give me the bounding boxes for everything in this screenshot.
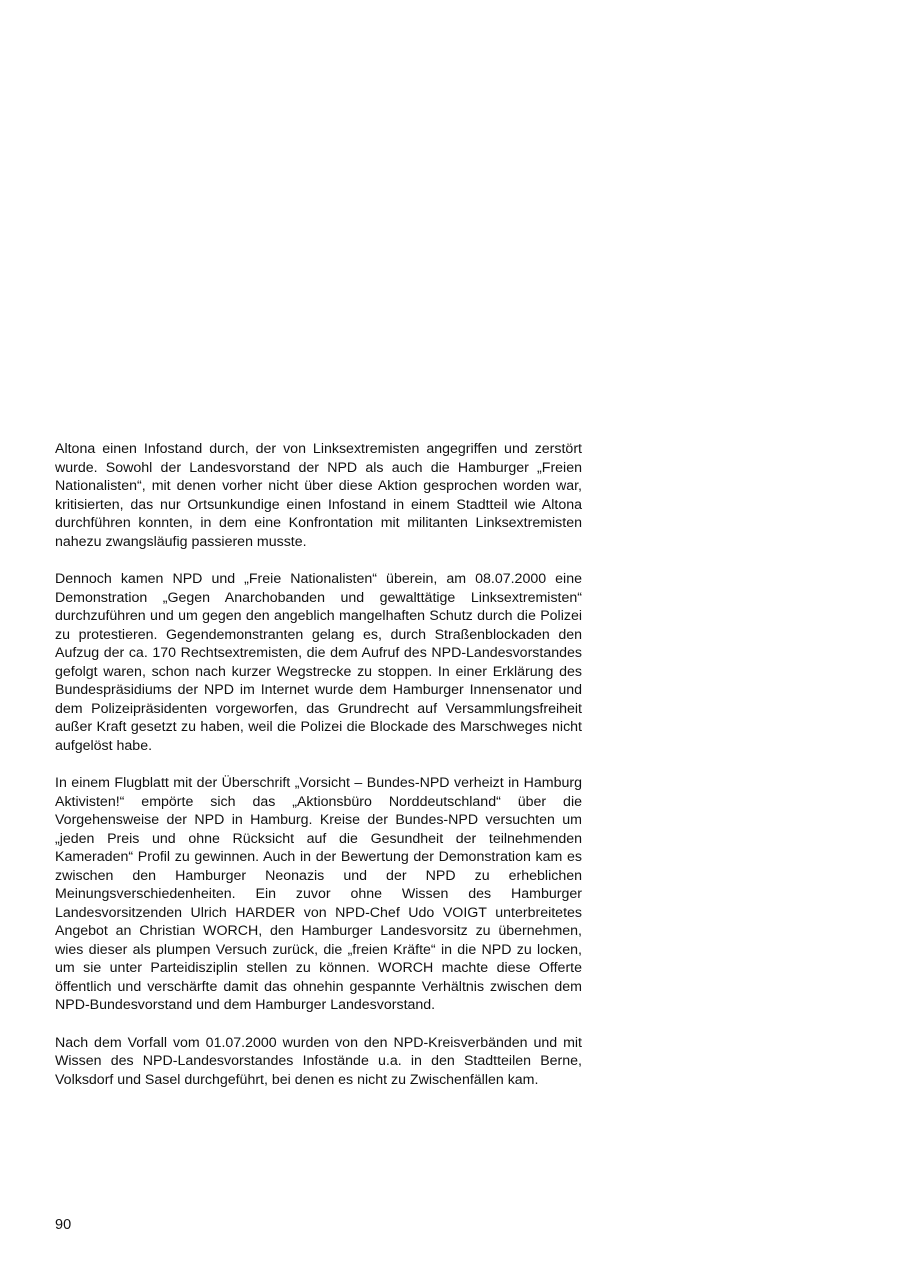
paragraph-altona-infostand: Altona einen Infostand durch, der von Linksextremisten angegriffen und zerstört wurde. Sowohl der Landesvorstand der NPD als auch die Hamburger „Freien Nationalisten“, mit denen vorher nicht über diese Aktion gesprochen worden war, kritisierten, das nur Ortsunkundige einen Infostand in einem Stadtteil wie Altona durchführen konnten, in dem eine Konfrontation mit militanten Linksextremisten nahezu zwangsläufig passieren musste. — [55, 441, 582, 550]
paragraph-demonstration: Dennoch kamen NPD und „Freie Nationalisten“ überein, am 08.07.2000 eine Demonstration „Gegen Anarchobanden und gewalttätige Linksextremisten“ durchzuführen und um gegen den angeblich mangelhaften Schutz durch die Polizei zu protestieren. Gegendemonstranten gelang es, durch Straßenblockaden den Aufzug der ca. 170 Rechtsextremisten, die dem Aufruf des NPD-Landesvorstandes gefolgt waren, schon nach kurzer Wegstrecke zu stoppen. In einer Erklärung des Bundespräsidiums der NPD im Internet wurde dem Hamburger Innensenator und dem Polizeipräsidenten vorgeworfen, das Grundrecht auf Versammlungsfreiheit außer Kraft gesetzt zu haben, weil die Polizei die Blockade des Marschweges nicht aufgelöst habe. — [55, 571, 582, 754]
paragraph-flugblatt: In einem Flugblatt mit der Überschrift „Vorsicht – Bundes-NPD verheizt in Hamburg Aktivisten!“ empörte sich das „Aktionsbüro Norddeutschland“ über die Vorgehensweise der NPD in Hamburg. Kreise der Bundes-NPD versuchten um „jeden Preis und ohne Rücksicht auf die Gesundheit der teilnehmenden Kameraden“ Profil zu gewinnen. Auch in der Bewertung der Demonstration kam es zwischen den Hamburger Neonazis und der NPD zu erheblichen Meinungsverschiedenheiten. Ein zuvor ohne Wissen des Hamburger Landesvorsitzenden Ulrich HARDER von NPD-Chef Udo VOIGT unterbreitetes Angebot an Christian WORCH, den Hamburger Landesvorsitz zu übernehmen, wies dieser als plumpen Versuch zurück, die „freien Kräfte“ in die NPD zu locken, um sie unter Parteidisziplin stellen zu können. WORCH machte diese Offerte öffentlich und verschärfte damit das ohnehin gespannte Verhältnis zwischen dem NPD-Bundesvorstand und dem Hamburger Landesvorstand. — [55, 775, 582, 1013]
body-text — [55, 440, 582, 1108]
page-number: 90 — [55, 1217, 72, 1233]
paragraph-infostaende: Nach dem Vorfall vom 01.07.2000 wurden von den NPD-Kreisverbänden und mit Wissen des NPD-Landesvorstandes Infostände u.a. in den Stadtteilen Berne, Volksdorf und Sasel durchgeführt, bei denen es nicht zu Zwischenfällen kam. — [55, 1034, 582, 1088]
